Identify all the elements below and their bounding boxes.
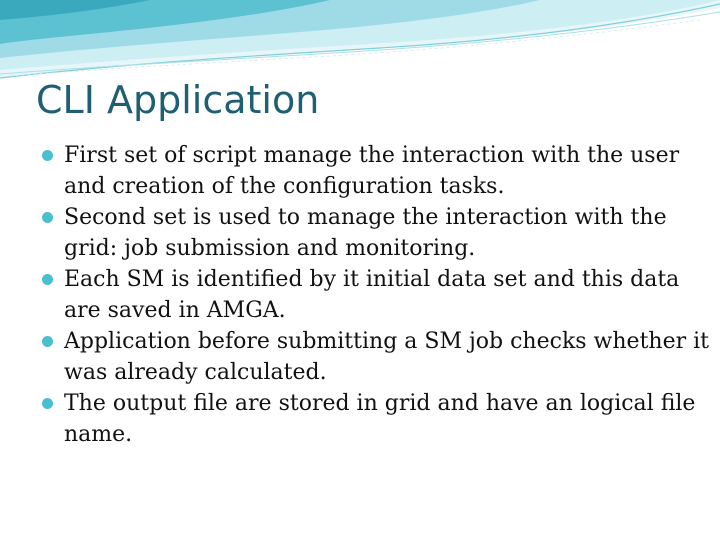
bullet-text: Second set is used to manage the interaction with the grid: job submission and monitoring. [64, 205, 667, 261]
bullet-marker-icon [42, 274, 53, 285]
bullet-item [40, 326, 710, 388]
bullet-list [40, 140, 710, 450]
bullet-item [40, 202, 710, 264]
bullet-item [40, 388, 710, 450]
slide-title: CLI Application [36, 78, 320, 122]
bullet-marker-icon [42, 150, 53, 161]
bullet-text: First set of script manage the interaction with the user and creation of the configuration tasks. [64, 143, 680, 199]
bullet-marker-icon [42, 336, 53, 347]
bullet-marker-icon [42, 212, 53, 223]
bullet-marker-icon [42, 398, 53, 409]
bullet-text: The output file are stored in grid and have an logical file name. [64, 391, 696, 447]
bullet-item [40, 140, 710, 202]
bullet-text: Each SM is identified by it initial data set and this data are saved in AMGA. [64, 267, 680, 323]
bullet-item [40, 264, 710, 326]
bullet-text: Application before submitting a SM job checks whether it was already calculated. [64, 329, 709, 385]
